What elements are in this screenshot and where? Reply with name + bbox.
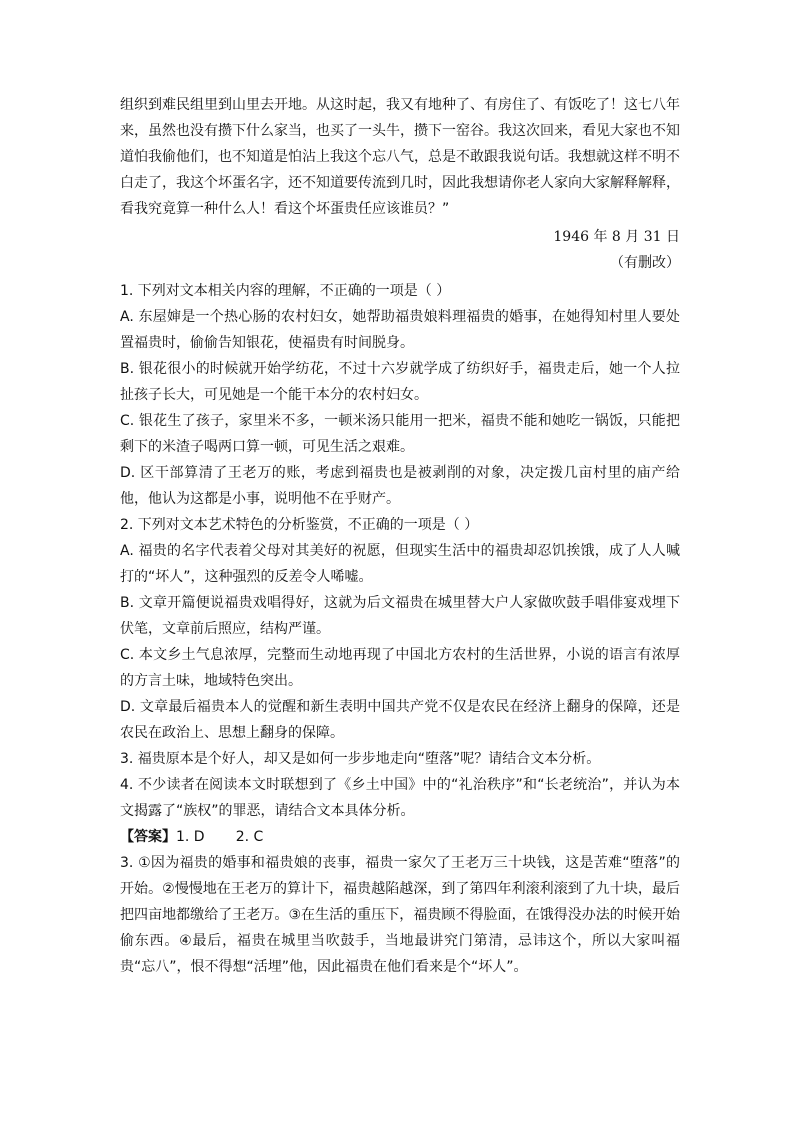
- question-2-stem: 2. 下列对文本艺术特色的分析鉴赏，不正确的一项是（ ）: [120, 517, 479, 533]
- question-1-stem: 1. 下列对文本相关内容的理解，不正确的一项是（ ）: [120, 283, 451, 299]
- question-1-option-b: B. 银花很小的时候就开始学纺花，不过十六岁就学成了纺织好手，福贵走后，她一个人拉扯孩子长大，可见她是一个能干本分的农村妇女。: [120, 361, 680, 403]
- question-1-option-a: A. 东屋婶是一个热心肠的农村妇女，她帮助福贵娘料理福贵的婚事，在她得知村里人要处置福贵时，偷偷告知银花，使福贵有时间脱身。: [120, 309, 680, 351]
- question-1-option-d: D. 区干部算清了王老万的账，考虑到福贵也是被剥削的对象，决定拨几亩村里的庙产给他，他认为这都是小事，说明他不在乎财产。: [120, 465, 680, 507]
- answer-choices: 1. D 2. C: [176, 829, 264, 845]
- question-4: 4. 不少读者在阅读本文时联想到了《乡土中国》中的“礼治秩序”和“长老统治”，并认为本文揭露了“族权”的罪恶，请结合文本具体分析。: [120, 777, 680, 819]
- question-1-option-c: C. 银花生了孩子，家里米不多，一顿米汤只能用一把米，福贵不能和她吃一锅饭，只能把剩下的米渣子喝两口算一顿，可见生活之艰难。: [120, 413, 680, 455]
- question-2-option-b: B. 文章开篇便说福贵戏唱得好，这就为后文福贵在城里替大户人家做吹鼓手唱俳宴戏埋下伏笔，文章前后照应，结构严谨。: [120, 595, 680, 637]
- question-2-option-a: A. 福贵的名字代表着父母对其美好的祝愿，但现实生活中的福贵却忍饥挨饿，成了人人喊打的“坏人”，这种强烈的反差令人唏嘘。: [120, 543, 680, 585]
- answer-question-3: 3. ①因为福贵的婚事和福贵娘的丧事，福贵一家欠了王老万三十块钱，这是苦难“堕落”的开始。②慢慢地在王老万的算计下，福贵越陷越深，到了第四年利滚利滚到了九十块，最后把四亩地都缴给了王老万。③在生活的重压下，福贵顾不得脸面，在饿得没办法的时候开始偷东西。④最后，福贵在城里当吹鼓手，当地最讲究门第清，忌讳这个，所以大家叫福贵“忘八”，恨不得想“活埋”他，因此福贵在他们看来是个“坏人”。: [120, 855, 680, 975]
- story-paragraph: 组织到难民组里到山里去开地。从这时起，我又有地种了、有房住了、有饭吃了！这七八年来，虽然也没有攒下什么家当，也买了一头牛，攒下一窑谷。我这次回来，看见大家也不知道怕我偷他们，也不知道是怕沾上我这个忘八气，总是不敢跟我说句话。我想就这样不明不白走了，我这个坏蛋名字，还不知道要传流到几时，因此我想请你老人家向大家解释解释，看我究竟算一种什么人！看这个坏蛋贵任应该谁员？”: [120, 97, 680, 217]
- story-note: （有删改）: [610, 255, 680, 271]
- question-3: 3. 福贵原本是个好人，却又是如何一步步地走向“堕落”呢？请结合文本分析。: [120, 751, 601, 767]
- answer-line: [120, 824, 680, 850]
- answer-label: 【答案】: [120, 829, 176, 845]
- story-date: 1946 年 8 月 31 日: [553, 229, 680, 245]
- question-2-option-d: D. 文章最后福贵本人的觉醒和新生表明中国共产党不仅是农民在经济上翻身的保障，还是农民在政治上、思想上翻身的保障。: [120, 699, 680, 741]
- page-content: [120, 92, 680, 980]
- question-2-option-c: C. 本文乡土气息浓厚，完整而生动地再现了中国北方农村的生活世界，小说的语言有浓厚的方言土味，地域特色突出。: [120, 647, 680, 689]
